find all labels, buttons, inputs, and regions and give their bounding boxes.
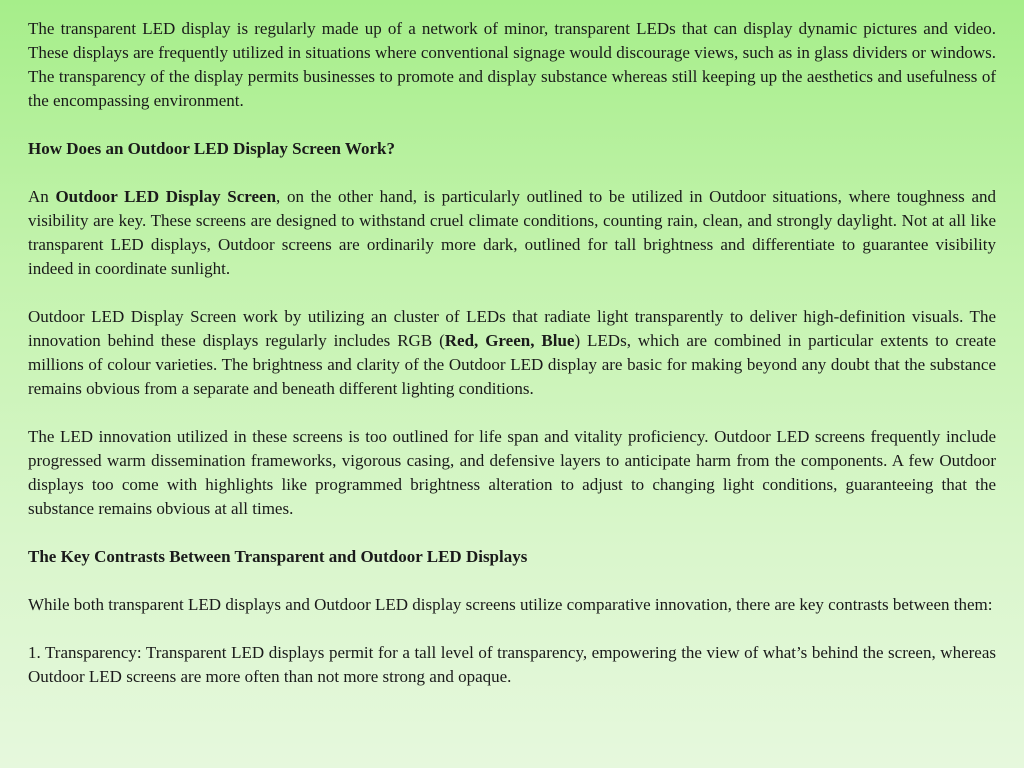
document-body [28,17,996,713]
bold-term: Outdoor LED Display Screen [55,187,277,206]
bold-term: Red, Green, Blue [444,331,575,350]
innovation-paragraph: The LED innovation utilized in these screens is too outlined for life span and vitality proficiency. Outdoor LED screens frequently include progressed warm dissemination frameworks, vigorous casing, and defensive layers to anticipate harm from the components. A few Outdoor displays too come with highlights like programmed brightness alteration to adjust to changing light conditions, guaranteeing that the substance remains obvious at all times. [28,427,996,518]
section-heading-how-it-works: How Does an Outdoor LED Display Screen Work? [28,139,395,158]
transparency-list-item: 1. Transparency: Transparent LED displays permit for a tall level of transparency, empowering the view of what’s behind the screen, whereas Outdoor LED screens are more often than not more strong and opaque. [28,643,996,686]
paragraph-text: , on the other hand, is particularly outlined to be utilized in Outdoor situations, where toughness and visibility are key. These screens are designed to withstand cruel climate conditions, counting rain, clean, and strongly daylight. Not at all like transparent LED displays, Outdoor screens are ordinarily more dark, outlined for tall brightness and differentiate to guarantee visibility indeed in coordinate sunlight. [28,187,996,278]
contrasts-intro-paragraph: While both transparent LED displays and Outdoor LED display screens utilize comparative innovation, there are key contrasts between them: [28,595,993,614]
rgb-paragraph [28,305,996,401]
outdoor-screen-paragraph [28,185,996,281]
intro-paragraph: The transparent LED display is regularly made up of a network of minor, transparent LEDs that can display dynamic pictures and video. These displays are frequently utilized in situations where conventional signage would discourage views, such as in glass dividers or windows. The transparency of the display permits businesses to promote and display substance whereas still keeping up the aesthetics and usefulness of the encompassing environment. [28,19,996,110]
paragraph-text: ) LEDs, which are combined in particular extents to create millions of colour varieties. The brightness and clarity of the Outdoor LED display are basic for making beyond any doubt that the substance remains obvious from a separate and beneath different lighting conditions. [28,331,996,398]
paragraph-text: An [28,187,56,206]
section-heading-key-contrasts: The Key Contrasts Between Transparent and Outdoor LED Displays [28,547,528,566]
paragraph-text: Outdoor LED Display Screen work by utilizing an cluster of LEDs that radiate light transparently to deliver high-definition visuals. The innovation behind these displays regularly includes RGB ( [28,307,996,350]
